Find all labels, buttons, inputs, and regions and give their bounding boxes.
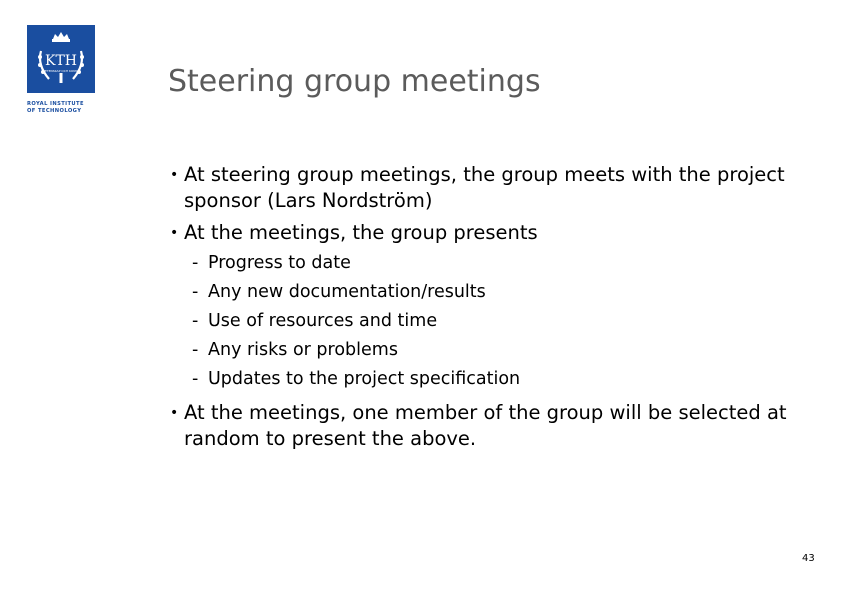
sub-bullet-item [168, 249, 828, 278]
sub-bullet-text: Updates to the project specification [208, 369, 521, 389]
sub-bullet-text: Progress to date [208, 253, 351, 273]
sub-bullet-item [168, 336, 828, 365]
slide-content [168, 162, 828, 458]
bullet-item [168, 400, 828, 452]
bullet-dot-icon: • [170, 405, 179, 421]
logo-subtext: VETENSKAP OCH KONST [42, 69, 80, 73]
bullet-dot-icon: • [170, 167, 179, 183]
dash-icon: - [192, 253, 199, 273]
logo-text: KTH [44, 53, 78, 69]
dash-icon: - [192, 340, 199, 360]
dash-icon: - [192, 369, 199, 389]
dash-icon: - [192, 282, 199, 302]
bullet-text: At the meetings, one member of the group will be selected at random to present the above. [184, 401, 787, 450]
sub-bullet-item [168, 307, 828, 336]
dash-icon: - [192, 311, 199, 331]
bullet-item [168, 162, 828, 214]
kth-emblem-icon [27, 25, 95, 93]
sub-bullet-item [168, 365, 828, 394]
sub-bullet-item [168, 278, 828, 307]
sub-bullet-text: Any risks or problems [208, 340, 398, 360]
slide-title: Steering group meetings [168, 64, 541, 99]
bullet-text: At steering group meetings, the group meets with the project sponsor (Lars Nordström) [184, 163, 785, 212]
sub-bullet-text: Any new documentation/results [208, 282, 486, 302]
bullet-dot-icon: • [170, 225, 179, 241]
sub-bullet-list [168, 249, 828, 394]
logo-caption [27, 101, 95, 114]
logo-caption-line1: ROYAL INSTITUTE [27, 101, 84, 107]
sub-bullet-text: Use of resources and time [208, 311, 438, 331]
page-number: 43 [802, 553, 815, 564]
bullet-text: At the meetings, the group presents [184, 221, 538, 244]
bullet-item [168, 220, 828, 246]
logo-caption-line2: OF TECHNOLOGY [27, 107, 82, 114]
kth-logo [27, 25, 95, 93]
